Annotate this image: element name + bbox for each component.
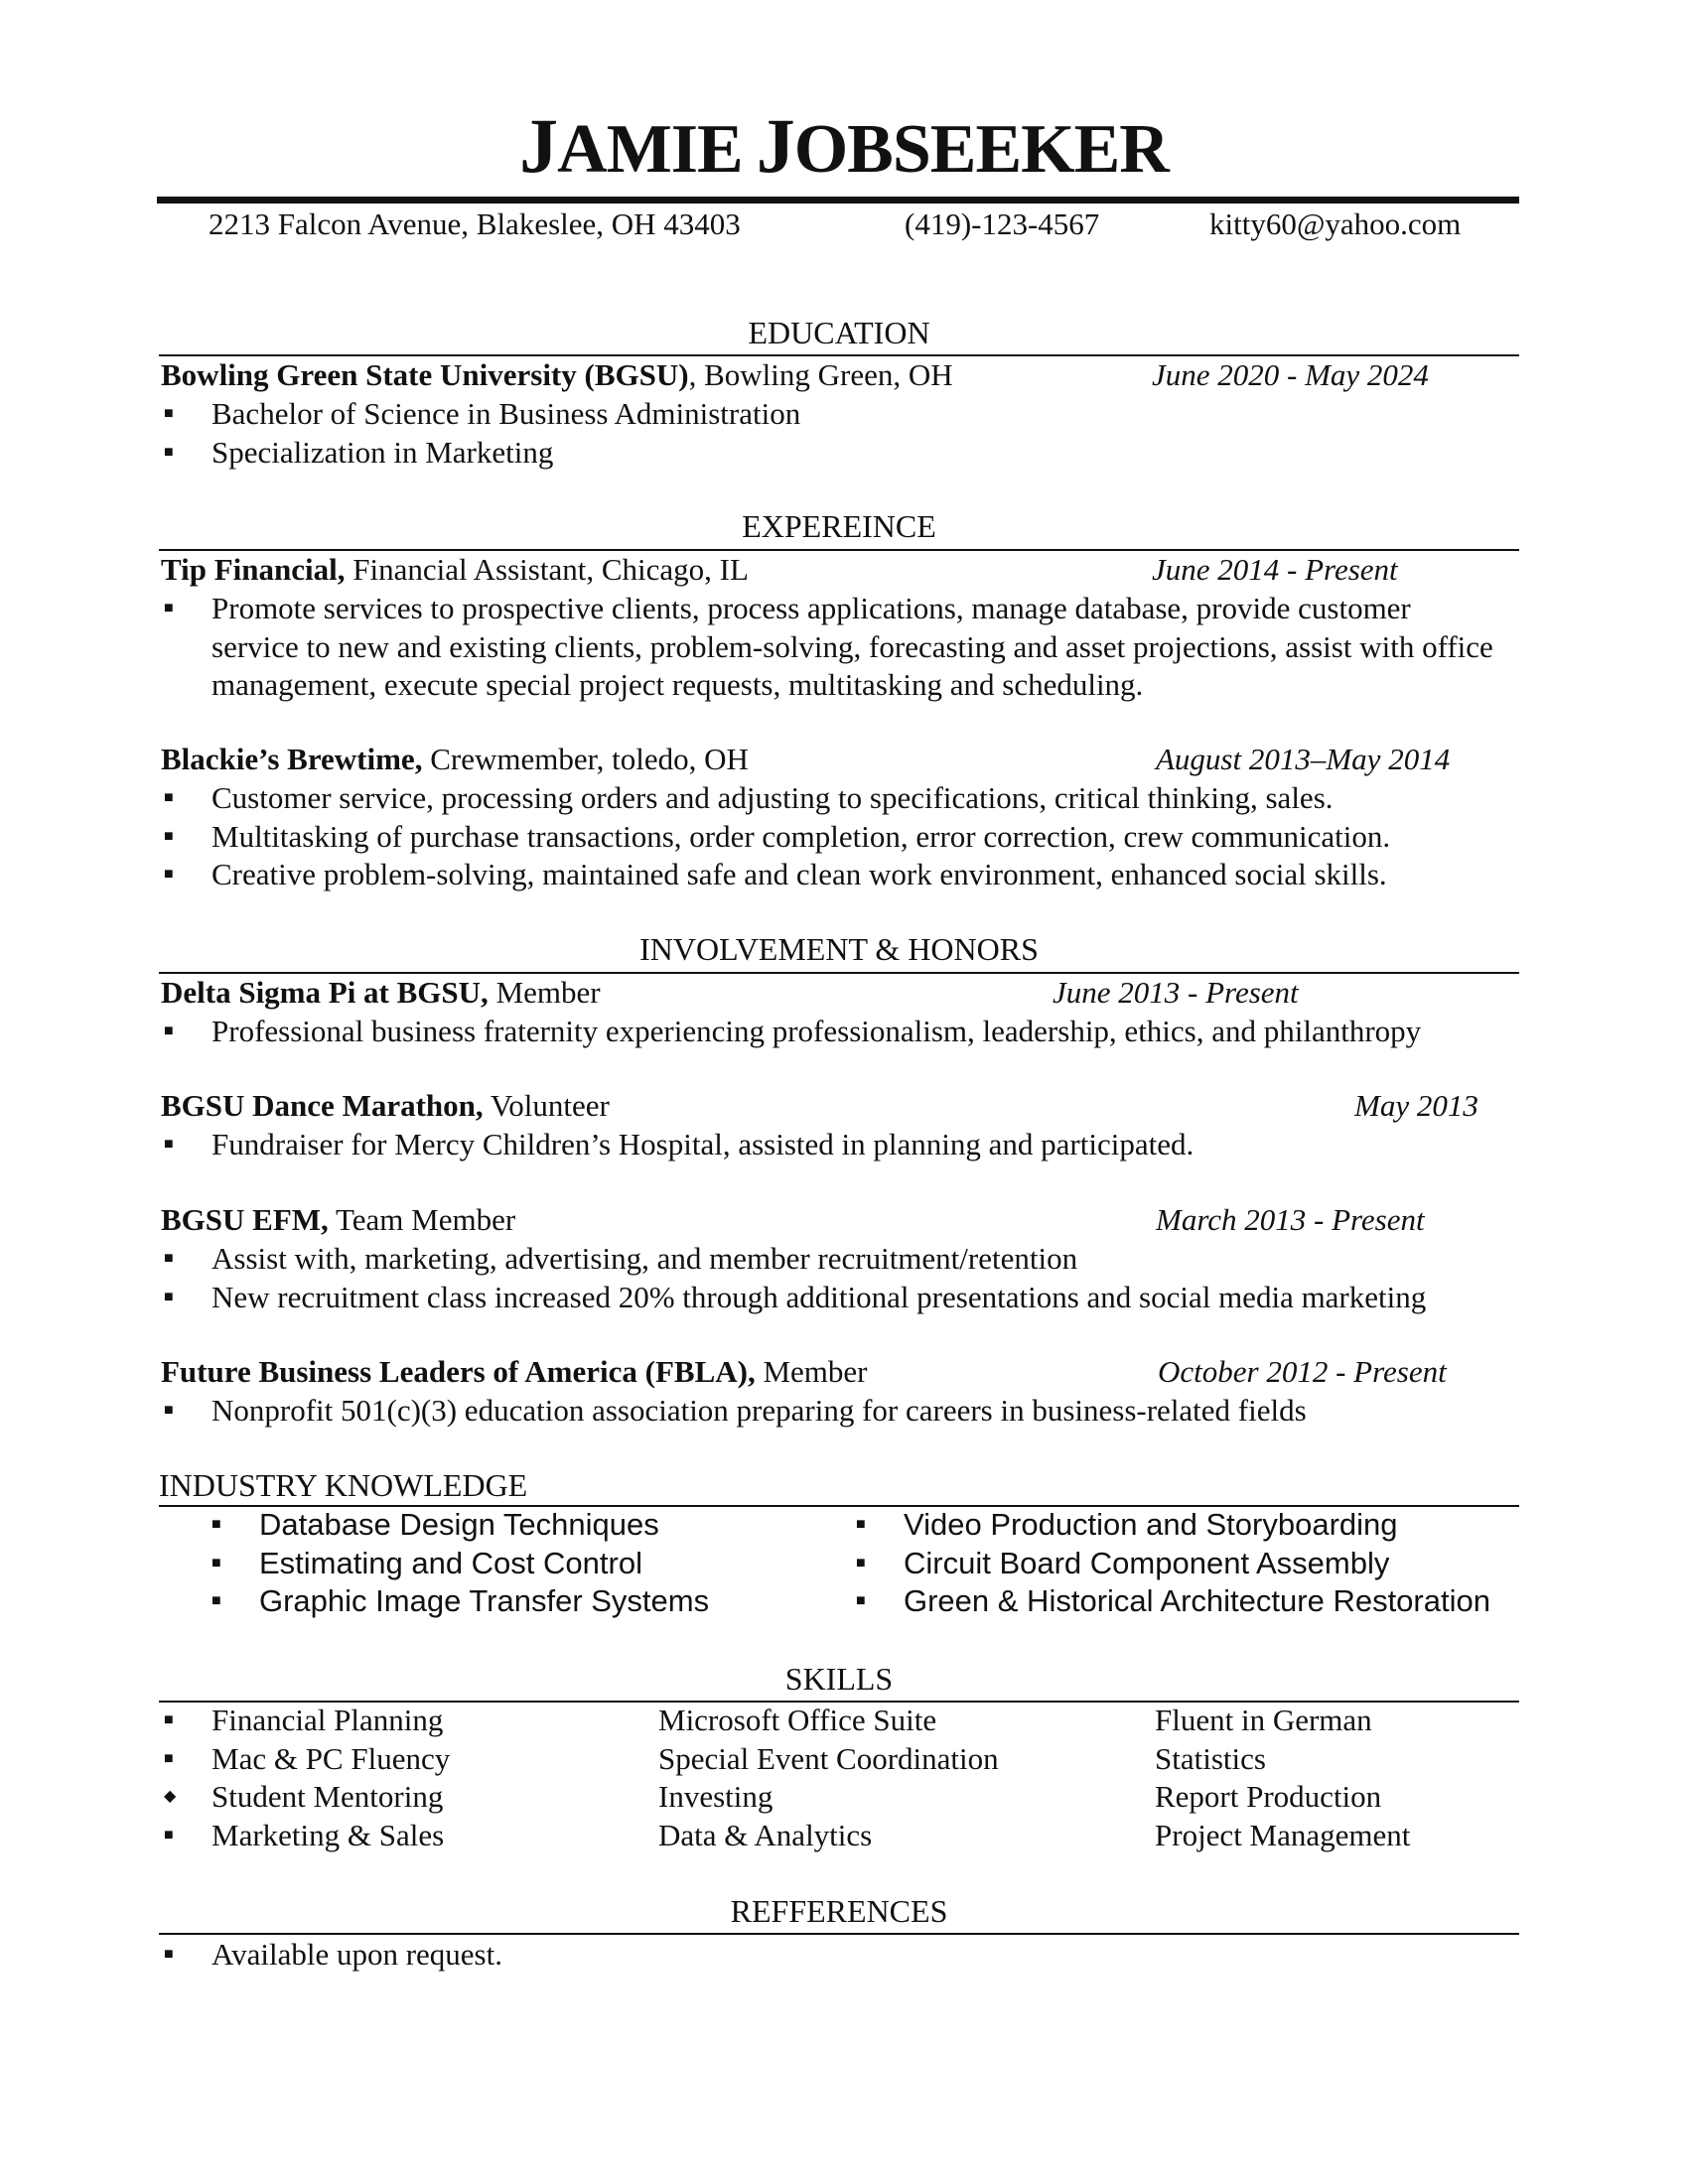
industry-column-1 <box>211 1506 709 1621</box>
list-item: ■ Fundraiser for Mercy Children’s Hospital, assisted in planning and participated. <box>164 1126 1194 1164</box>
header-rule <box>157 197 1519 204</box>
section-title-experience: EXPEREINCE <box>742 508 936 544</box>
education-dates: June 2020 - May 2024 <box>1152 357 1429 392</box>
list-item: ◆ Student Mentoring <box>164 1778 450 1817</box>
involvement-heading: BGSU EFM, Team Member <box>161 1202 516 1237</box>
bullet-icon: ■ <box>164 866 174 883</box>
list-item: Microsoft Office Suite <box>658 1703 937 1737</box>
bullet-icon: ■ <box>211 1516 221 1533</box>
bullet-icon: ■ <box>164 1826 174 1843</box>
list-item: ■ Green & Historical Architecture Restoration <box>856 1582 1490 1621</box>
section-title-education: EDUCATION <box>748 315 930 350</box>
section-title-references: REFFERENCES <box>730 1893 948 1929</box>
job-heading: Blackie’s Brewtime, Crewmember, toledo, OH <box>161 742 749 776</box>
bullet-icon: ■ <box>164 1711 174 1728</box>
bullet-icon: ■ <box>164 1402 174 1419</box>
bullet-icon: ■ <box>164 827 174 845</box>
contact-address: 2213 Falcon Avenue, Blakeslee, OH 43403 <box>209 206 741 241</box>
diamond-bullet-icon: ◆ <box>164 1788 177 1805</box>
name-heading <box>0 102 1688 189</box>
bullet-icon: ■ <box>164 443 174 461</box>
list-item: Report Production <box>1155 1779 1382 1814</box>
bullet-icon: ■ <box>211 1592 221 1609</box>
industry-column-2 <box>856 1506 1490 1621</box>
involvement-bullets <box>164 1240 1426 1316</box>
education-school: Bowling Green State University (BGSU), Bowling Green, OH <box>161 357 953 392</box>
references-bullets <box>164 1936 502 1975</box>
bullet-icon: ■ <box>164 1136 174 1153</box>
list-item: ■ Bachelor of Science in Business Administration <box>164 395 800 434</box>
job-bullets <box>164 779 1390 894</box>
bullet-icon: ■ <box>164 1288 174 1305</box>
involvement-dates: May 2013 <box>1354 1088 1478 1123</box>
skills-column-3 <box>1155 1702 1410 1854</box>
job-bullets <box>164 590 1499 705</box>
list-item: ■ Assist with, marketing, advertising, and member recruitment/retention <box>164 1240 1426 1279</box>
involvement-dates: March 2013 - Present <box>1156 1202 1425 1237</box>
list-item: ■ New recruitment class increased 20% through additional presentations and social media marketing <box>164 1279 1426 1317</box>
bullet-icon: ■ <box>856 1592 866 1609</box>
name-last-rest: OBSEEKER <box>793 111 1169 188</box>
list-item: ■ Mac & PC Fluency <box>164 1740 450 1779</box>
section-title-skills: SKILLS <box>784 1661 894 1697</box>
list-item: Investing <box>658 1779 774 1814</box>
list-item: ■ Estimating and Cost Control <box>211 1545 709 1583</box>
section-title-industry: INDUSTRY KNOWLEDGE <box>159 1467 528 1503</box>
involvement-bullets <box>164 1126 1194 1164</box>
skills-column-2 <box>658 1702 999 1854</box>
list-item: ■ Multitasking of purchase transactions, order completion, error correction, crew communication. <box>164 818 1390 857</box>
involvement-dates: June 2013 - Present <box>1053 975 1299 1010</box>
name-initial-last: J <box>756 102 794 189</box>
section-title-involvement: INVOLVEMENT & HONORS <box>639 931 1039 967</box>
involvement-heading: Delta Sigma Pi at BGSU, Member <box>161 975 601 1010</box>
job-dates: June 2014 - Present <box>1152 552 1398 587</box>
section-rule <box>159 1933 1519 1935</box>
list-item: ■ Marketing & Sales <box>164 1817 450 1855</box>
bullet-icon: ■ <box>164 1946 174 1963</box>
list-item: ■ Graphic Image Transfer Systems <box>211 1582 709 1621</box>
list-item: Project Management <box>1155 1817 1411 1852</box>
list-item: ■ Nonprofit 501(c)(3) education association preparing for careers in business-related fields <box>164 1392 1307 1431</box>
list-item: Special Event Coordination <box>658 1740 999 1776</box>
list-item: ■ Circuit Board Component Assembly <box>856 1545 1490 1583</box>
bullet-icon: ■ <box>164 1023 174 1039</box>
bullet-icon: ■ <box>856 1516 866 1533</box>
bullet-icon: ■ <box>164 600 174 616</box>
bullet-icon: ■ <box>164 1749 174 1767</box>
list-item: ■ Video Production and Storyboarding <box>856 1506 1490 1545</box>
list-item: ■ Database Design Techniques <box>211 1506 709 1545</box>
job-dates: August 2013–May 2014 <box>1156 742 1451 776</box>
education-bullets <box>164 395 800 472</box>
list-item: ■ Creative problem-solving, maintained safe and clean work environment, enhanced social skills. <box>164 856 1390 894</box>
list-item: Statistics <box>1155 1740 1266 1776</box>
name-first-rest: AMIE <box>557 111 743 188</box>
list-item: ■ Professional business fraternity experiencing professionalism, leadership, ethics, and philanthropy <box>164 1013 1421 1051</box>
job-heading: Tip Financial, Financial Assistant, Chicago, IL <box>161 552 749 587</box>
list-item: Fluent in German <box>1155 1703 1372 1737</box>
involvement-bullets <box>164 1392 1307 1431</box>
involvement-dates: October 2012 - Present <box>1158 1354 1447 1389</box>
list-item: ■ Specialization in Marketing <box>164 434 800 473</box>
bullet-icon: ■ <box>164 1250 174 1267</box>
list-item: Data & Analytics <box>658 1817 873 1852</box>
list-item: ■ Promote services to prospective clients, process applications, manage database, provide customer service to new and existing clients, problem-solving, forecasting and asset projections, assist with office management, execute special project requests, multitasking and scheduling. <box>164 590 1499 705</box>
contact-phone: (419)-123-4567 <box>905 206 1100 241</box>
bullet-icon: ■ <box>856 1554 866 1571</box>
list-item: ■ Customer service, processing orders and adjusting to specifications, critical thinking, sales. <box>164 779 1390 818</box>
name-initial-first: J <box>519 102 558 189</box>
bullet-icon: ■ <box>164 405 174 422</box>
involvement-heading: Future Business Leaders of America (FBLA), Member <box>161 1354 868 1389</box>
bullet-icon: ■ <box>211 1554 221 1571</box>
bullet-icon: ■ <box>164 789 174 806</box>
involvement-bullets <box>164 1013 1421 1051</box>
involvement-heading: BGSU Dance Marathon, Volunteer <box>161 1088 610 1123</box>
contact-email: kitty60@yahoo.com <box>1209 206 1462 241</box>
list-item: ■ Available upon request. <box>164 1936 502 1975</box>
skills-column-1 <box>164 1702 450 1854</box>
list-item: ■ Financial Planning <box>164 1702 450 1740</box>
